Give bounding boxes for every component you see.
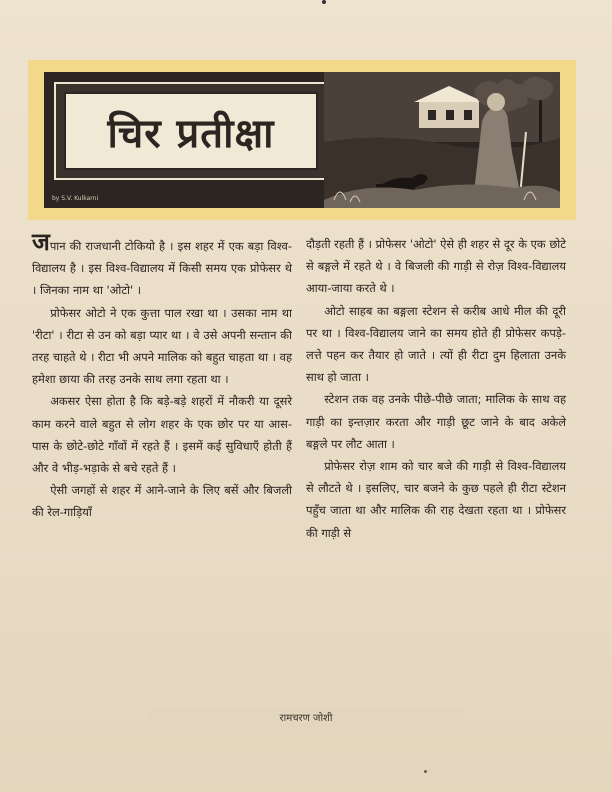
illustration-credit: by S.V. Kulkarni bbox=[52, 195, 99, 202]
article-left-column bbox=[32, 228, 292, 524]
title-banner bbox=[28, 60, 576, 220]
page-speck bbox=[322, 0, 326, 4]
banner-illustration bbox=[44, 72, 560, 208]
professor-and-dog-illustration bbox=[324, 72, 560, 208]
article-paragraph: स्टेशन तक वह उनके पीछे-पीछे जाता; मालिक के साथ वह गाड़ी का इन्तज़ार करता और गाड़ी छूट जाने के बाद अकेले बङ्गले पर लौट आता । bbox=[306, 392, 566, 451]
dropcap: ज bbox=[32, 228, 50, 256]
article-paragraph: अकसर ऐसा होता है कि बड़े-बड़े शहरों में नौकरी या दूसरे काम करने वाले बहुत से लोग शहर के एक छोर पर या आस-पास के छोटे-छोटे गाँवों में रहते हैं । इसमें कई सुविधाएँ होती हैं और वे भीड़-भड़ाके से बचे रहते हैं । bbox=[32, 394, 292, 476]
page-title: चिर प्रतीक्षा bbox=[107, 109, 275, 157]
article-paragraph: ओटो साहब का बङ्गला स्टेशन से करीब आधे मील की दूरी पर था । विश्व-विद्यालय जाने का समय होते ही प्रोफेसर कपड़े-लत्ते पहन कर तैयार हो जाते । त्यों ही रीटा दुम हिलाता उनके साथ हो जाता । bbox=[306, 303, 566, 385]
title-frame bbox=[54, 82, 328, 180]
page-speck bbox=[424, 770, 427, 773]
paragraph-text: पान की राजधानी टोकियो है । इस शहर में एक बड़ा विश्व-विद्यालय है । इस विश्व-विद्यालय में किसी समय एक प्रोफेसर थे । जिनका नाम था 'ओटो' । bbox=[32, 239, 292, 298]
article-paragraph: प्रोफेसर ओटो ने एक कुत्ता पाल रखा था । उसका नाम था 'रीटा' । रीटा से उन को बड़ा प्यार था । वे उसे अपनी सन्तान की तरह चाहते थे । रीटा भी अपने मालिक को बहुत चाहता था । वह हमेशा छाया की तरह उनके साथ लगा रहता था । bbox=[32, 305, 292, 387]
article-paragraph: ऐसी जगहों से शहर में आने-जाने के लिए बसें और बिजली की रेल-गाड़ियाँ bbox=[32, 483, 292, 520]
article-paragraph: प्रोफेसर रोज़ शाम को चार बजे की गाड़ी से विश्व-विद्यालय से लौटते थे । इसलिए, चार बजने के कुछ पहले ही रीटा स्टेशन पहुँच जाता था और मालिक की राह देखता रहता था । प्रोफेसर की गाड़ी से bbox=[306, 459, 566, 540]
article-paragraph bbox=[32, 228, 292, 302]
author-footer bbox=[150, 708, 462, 730]
article-right-column bbox=[306, 233, 566, 544]
author-name: रामचरण जोशी bbox=[279, 713, 333, 724]
title-box bbox=[64, 92, 318, 170]
article-paragraph: दौड़ती रहती हैं । प्रोफेसर 'ओटो' ऐसे ही शहर से दूर के एक छोटे से बङ्गले में रहते थे । वे बिजली की गाड़ी से रोज़ विश्व-विद्यालय आया-जाया करते थे । bbox=[306, 237, 566, 296]
